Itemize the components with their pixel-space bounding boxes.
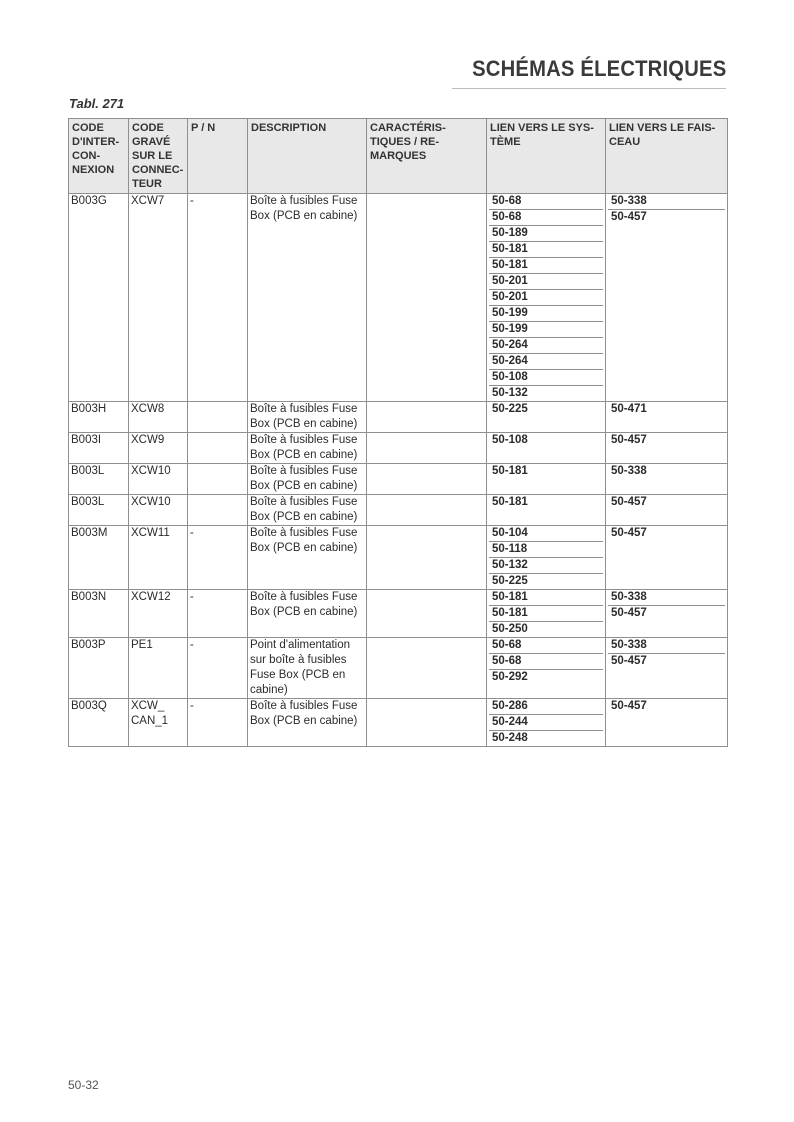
harness-link-item: 50-338 [608, 638, 725, 654]
system-link-item: 50-68 [489, 210, 603, 226]
table-row [69, 699, 728, 747]
table-row [69, 464, 728, 495]
harness-link-item: 50-457 [611, 211, 647, 223]
system-link-item: 50-118 [489, 542, 603, 558]
pn-cell: - [188, 638, 248, 699]
remarks-cell [367, 638, 487, 699]
system-link-item: 50-108 [492, 434, 528, 446]
pn-cell [188, 433, 248, 464]
description-cell: Boîte à fusibles Fuse Box (PCB en cabine) [248, 433, 367, 464]
interconnection-code-cell: B003Q [69, 699, 129, 747]
interconnection-code-cell: B003P [69, 638, 129, 699]
harness-link-item: 50-457 [611, 655, 647, 667]
col-header-pn: P / N [188, 119, 248, 194]
engraved-code-cell: XCW7 [129, 194, 188, 402]
table-row [69, 526, 728, 590]
remarks-cell [367, 433, 487, 464]
pn-cell [188, 464, 248, 495]
system-link-item: 50-292 [492, 671, 528, 683]
system-link-item: 50-181 [489, 606, 603, 622]
engraved-code-cell: XCW12 [129, 590, 188, 638]
remarks-cell [367, 402, 487, 433]
remarks-cell [367, 464, 487, 495]
system-link-cell [487, 402, 606, 433]
system-link-cell [487, 464, 606, 495]
remarks-cell [367, 526, 487, 590]
col-header-remarks: CARACTÉRIS- TIQUES / RE- MARQUES [367, 119, 487, 194]
harness-link-cell [606, 495, 728, 526]
remarks-cell [367, 699, 487, 747]
harness-link-item: 50-471 [611, 403, 647, 415]
system-link-item: 50-68 [489, 194, 603, 210]
harness-link-cell [606, 194, 728, 402]
pn-cell: - [188, 526, 248, 590]
description-cell: Boîte à fusibles Fuse Box (PCB en cabine) [248, 526, 367, 590]
remarks-cell [367, 590, 487, 638]
col-header-engraved-code: CODE GRAVÉ SUR LE CONNEC- TEUR [129, 119, 188, 194]
description-cell: Boîte à fusibles Fuse Box (PCB en cabine) [248, 402, 367, 433]
interconnection-code-cell: B003M [69, 526, 129, 590]
system-link-item: 50-199 [489, 322, 603, 338]
table-body [69, 194, 728, 747]
col-header-interconnection-code: CODE D'INTER- CON- NEXION [69, 119, 129, 194]
description-cell: Boîte à fusibles Fuse Box (PCB en cabine) [248, 699, 367, 747]
table-row [69, 402, 728, 433]
table-header-row [69, 119, 728, 194]
engraved-code-cell: XCW10 [129, 464, 188, 495]
system-link-cell [487, 194, 606, 402]
harness-link-cell [606, 699, 728, 747]
interconnection-code-cell: B003G [69, 194, 129, 402]
system-link-item: 50-201 [489, 290, 603, 306]
system-link-item: 50-132 [489, 558, 603, 574]
pn-cell: - [188, 194, 248, 402]
harness-link-cell [606, 402, 728, 433]
system-link-item: 50-181 [492, 496, 528, 508]
description-cell: Point d'alimentation sur boîte à fusibles Fuse Box (PCB en cabine) [248, 638, 367, 699]
system-link-cell [487, 495, 606, 526]
page-title: SCHÉMAS ÉLECTRIQUES [471, 56, 726, 81]
interconnection-code-cell: B003L [69, 495, 129, 526]
harness-link-item: 50-457 [611, 607, 647, 619]
table-row [69, 495, 728, 526]
system-link-item: 50-189 [489, 226, 603, 242]
system-link-item: 50-132 [492, 387, 528, 399]
engraved-code-cell: PE1 [129, 638, 188, 699]
harness-link-item: 50-338 [608, 590, 725, 606]
system-link-item: 50-108 [489, 370, 603, 386]
engraved-code-cell: XCW_ CAN_1 [129, 699, 188, 747]
col-header-description: DESCRIPTION [248, 119, 367, 194]
harness-link-item: 50-457 [611, 527, 647, 539]
interconnection-code-cell: B003I [69, 433, 129, 464]
system-link-item: 50-225 [492, 403, 528, 415]
connector-table [68, 118, 728, 747]
system-link-item: 50-181 [489, 590, 603, 606]
system-link-item: 50-104 [489, 526, 603, 542]
harness-link-cell [606, 433, 728, 464]
harness-link-item: 50-457 [611, 700, 647, 712]
system-link-cell [487, 526, 606, 590]
table-row [69, 433, 728, 464]
engraved-code-cell: XCW9 [129, 433, 188, 464]
engraved-code-cell: XCW10 [129, 495, 188, 526]
engraved-code-cell: XCW8 [129, 402, 188, 433]
system-link-item: 50-68 [489, 654, 603, 670]
harness-link-item: 50-457 [611, 496, 647, 508]
system-link-item: 50-225 [492, 575, 528, 587]
system-link-cell [487, 699, 606, 747]
remarks-cell [367, 495, 487, 526]
engraved-code-cell: XCW11 [129, 526, 188, 590]
pn-cell [188, 402, 248, 433]
pn-cell: - [188, 699, 248, 747]
system-link-item: 50-68 [489, 638, 603, 654]
system-link-cell [487, 433, 606, 464]
table-row [69, 590, 728, 638]
interconnection-code-cell: B003L [69, 464, 129, 495]
harness-link-item: 50-457 [611, 434, 647, 446]
description-cell: Boîte à fusibles Fuse Box (PCB en cabine) [248, 464, 367, 495]
interconnection-code-cell: B003N [69, 590, 129, 638]
system-link-item: 50-181 [489, 258, 603, 274]
harness-link-cell [606, 590, 728, 638]
system-link-item: 50-286 [489, 699, 603, 715]
title-divider [452, 88, 726, 89]
description-cell: Boîte à fusibles Fuse Box (PCB en cabine) [248, 590, 367, 638]
harness-link-cell [606, 526, 728, 590]
harness-link-item: 50-338 [608, 194, 725, 210]
description-cell: Boîte à fusibles Fuse Box (PCB en cabine) [248, 194, 367, 402]
col-header-system-link: LIEN VERS LE SYS- TÈME [487, 119, 606, 194]
table-row [69, 194, 728, 402]
system-link-item: 50-264 [489, 338, 603, 354]
system-link-item: 50-250 [492, 623, 528, 635]
harness-link-cell [606, 638, 728, 699]
system-link-item: 50-201 [489, 274, 603, 290]
interconnection-code-cell: B003H [69, 402, 129, 433]
table-caption: Tabl. 271 [69, 96, 125, 111]
system-link-cell [487, 590, 606, 638]
system-link-item: 50-248 [492, 732, 528, 744]
system-link-item: 50-199 [489, 306, 603, 322]
system-link-item: 50-264 [489, 354, 603, 370]
remarks-cell [367, 194, 487, 402]
pn-cell: - [188, 590, 248, 638]
system-link-item: 50-181 [492, 465, 528, 477]
system-link-cell [487, 638, 606, 699]
harness-link-cell [606, 464, 728, 495]
harness-link-item: 50-338 [611, 465, 647, 477]
col-header-harness-link: LIEN VERS LE FAIS- CEAU [606, 119, 728, 194]
pn-cell [188, 495, 248, 526]
table-row [69, 638, 728, 699]
page-number: 50-32 [68, 1078, 99, 1092]
system-link-item: 50-244 [489, 715, 603, 731]
system-link-item: 50-181 [489, 242, 603, 258]
description-cell: Boîte à fusibles Fuse Box (PCB en cabine) [248, 495, 367, 526]
